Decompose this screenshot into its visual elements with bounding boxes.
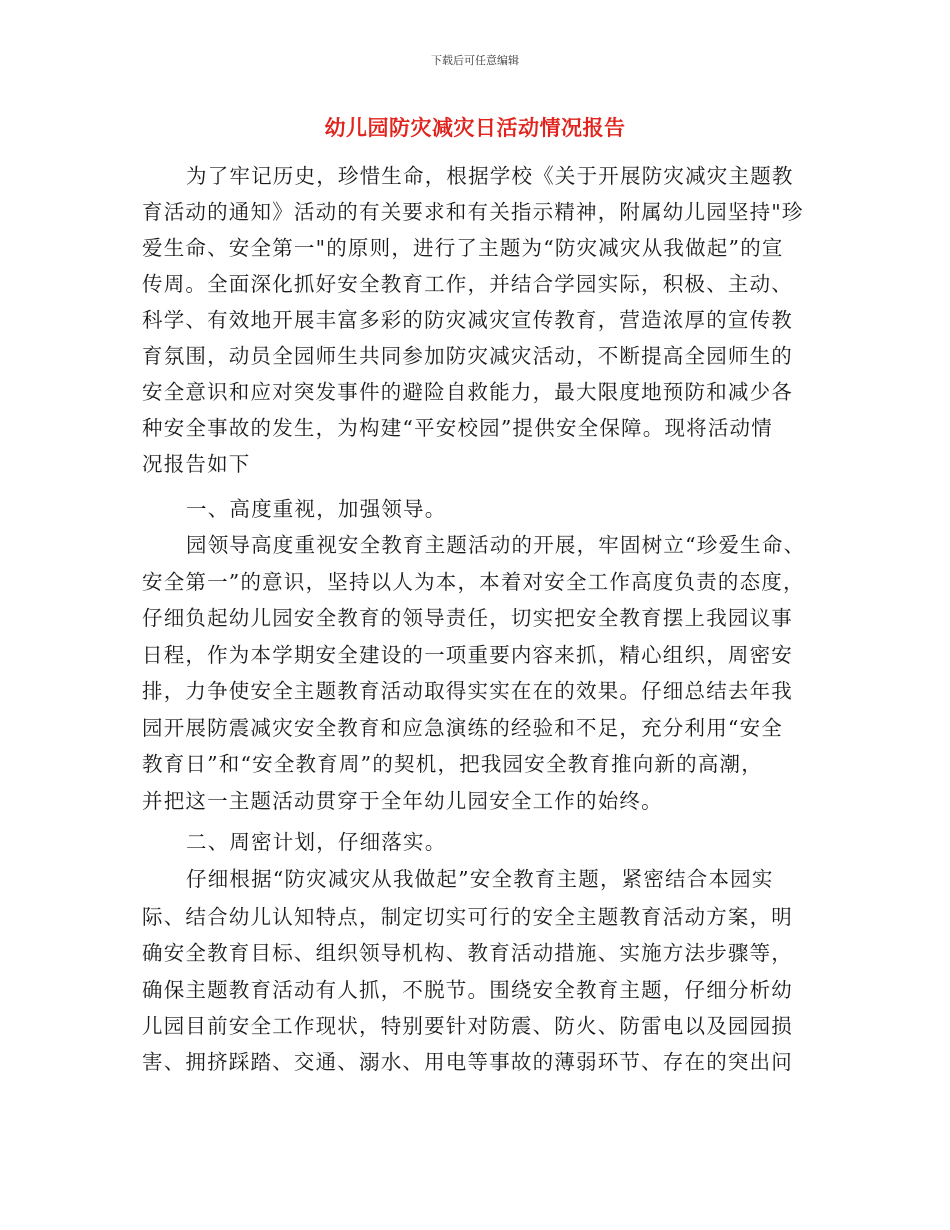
paragraph-line: 科学、有效地开展丰富多彩的防灾减灾宣传教育，营造浓厚的宣传教 xyxy=(142,308,793,332)
paragraph-line: 确保主题教育活动有人抓，不脱节。围绕安全教育主题，仔细分析幼 xyxy=(142,978,793,1002)
paragraph-line: 仔细负起幼儿园安全教育的领导责任，切实把安全教育摆上我园议事 xyxy=(142,606,793,630)
paragraph-line: 爱生命、安全第一"的原则，进行了主题为“防灾减灾从我做起”的宣 xyxy=(142,236,784,260)
paragraph-line: 园领导高度重视安全教育主题活动的开展，牢固树立“珍爱生命、 xyxy=(186,533,806,557)
paragraph-line: 教育日”和“安全教育周”的契机，把我园安全教育推向新的高潮， xyxy=(142,752,763,776)
paragraph-line: 际、结合幼儿认知特点，制定切实可行的安全主题教育活动方案，明 xyxy=(142,905,793,929)
paragraph-line: 并把这一主题活动贯穿于全年幼儿园安全工作的始终。 xyxy=(142,789,663,813)
paragraph-line: 确安全教育目标、组织领导机构、教育活动措施、实施方法步骤等， xyxy=(142,941,793,965)
section-heading: 一、高度重视，加强领导。 xyxy=(186,497,447,521)
header-note: 下载后可任意编辑 xyxy=(431,54,519,67)
paragraph-line: 排，力争使安全主题教育活动取得实实在在的效果。仔细总结去年我 xyxy=(142,679,793,703)
paragraph-line: 安全第一”的意识，坚持以人为本，本着对安全工作高度负责的态度， xyxy=(142,570,805,594)
paragraph-line: 害、拥挤踩踏、交通、溺水、用电等事故的薄弱环节、存在的突出问 xyxy=(142,1050,793,1074)
paragraph-line: 况报告如下 xyxy=(142,452,251,476)
section-heading: 二、周密计划，仔细落实。 xyxy=(186,830,447,854)
paragraph-line: 为了牢记历史，珍惜生命，根据学校《关于开展防灾减灾主题教 xyxy=(186,164,794,188)
paragraph-line: 育氛围，动员全园师生共同参加防灾减灾活动，不断提高全园师生的 xyxy=(142,344,793,368)
paragraph-line: 种安全事故的发生，为构建“平安校园”提供安全保障。现将活动情 xyxy=(142,416,773,440)
paragraph-line: 园开展防震减灾安全教育和应急演练的经验和不足，充分利用“安全 xyxy=(142,716,783,740)
paragraph-line: 仔细根据“防灾减灾从我做起”安全教育主题，紧密结合本园实 xyxy=(186,867,774,891)
paragraph-line: 儿园目前安全工作现状，特别要针对防震、防火、防雷电以及园园损 xyxy=(142,1014,793,1038)
paragraph-line: 传周。全面深化抓好安全教育工作，并结合学园实际，积极、主动、 xyxy=(142,272,793,296)
paragraph-line: 日程，作为本学期安全建设的一项重要内容来抓，精心组织，周密安 xyxy=(142,643,793,667)
paragraph-line: 育活动的通知》活动的有关要求和有关指示精神，附属幼儿园坚持"珍 xyxy=(142,200,804,224)
document-title: 幼儿园防灾减灾日活动情况报告 xyxy=(324,115,626,140)
paragraph-line: 安全意识和应对突发事件的避险自救能力，最大限度地预防和减少各 xyxy=(142,380,793,404)
